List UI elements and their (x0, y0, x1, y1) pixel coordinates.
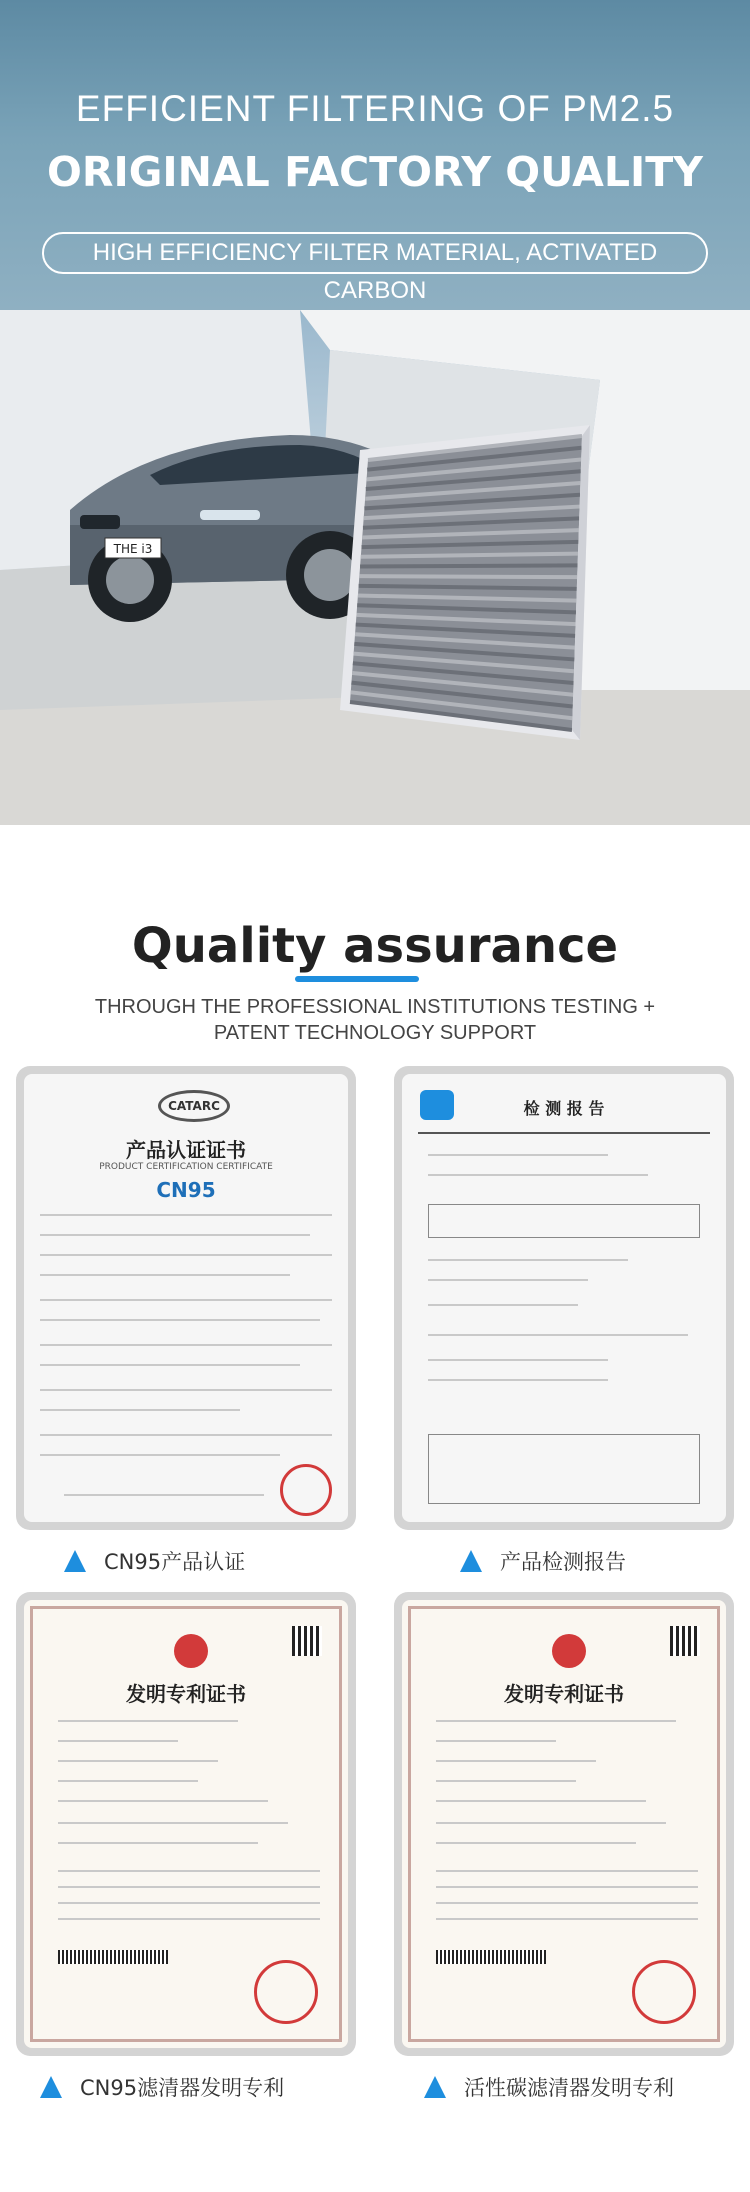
report-table-2 (428, 1434, 700, 1504)
quality-title-underline (295, 976, 419, 982)
cert-card-patent-carbon (394, 1592, 734, 2056)
cnipa-emblem (174, 1634, 208, 1668)
quality-subtitle-line2: PATENT TECHNOLOGY SUPPORT (213, 1022, 537, 1044)
cert-document (24, 1074, 348, 1522)
quality-subtitle (0, 994, 750, 1046)
cert-card-cn95 (16, 1066, 356, 1530)
product-scene (0, 310, 750, 825)
filter-pleat (360, 565, 578, 566)
product-scene-illustration (0, 310, 750, 825)
blue-triangle-icon (40, 2076, 62, 2098)
cert-caption-report: 产品检测报告 (460, 1546, 626, 1576)
cnipa-emblem (552, 1634, 586, 1668)
patent-document (402, 1600, 726, 2048)
cert-card-patent-cn95 (16, 1592, 356, 2056)
patent-doc-title: 发明专利证书 (504, 1682, 624, 1706)
qr-code-icon (670, 1626, 700, 1656)
cert-caption-patent-carbon: 活性碳滤清器发明专利 (424, 2072, 674, 2102)
car-plate-text: THE i3 (113, 542, 153, 556)
hero-banner (0, 0, 750, 310)
report-doc-title: 检 测 报 告 (523, 1099, 605, 1118)
patent-doc-title: 发明专利证书 (126, 1682, 246, 1706)
cert-caption-patent-cn95: CN95滤清器发明专利 (40, 2072, 284, 2102)
blue-triangle-icon (460, 1550, 482, 1572)
cert-card-report (394, 1066, 734, 1530)
red-seal-stamp (254, 1960, 318, 2024)
red-seal-stamp (280, 1464, 332, 1516)
cert-doc-subtitle: PRODUCT CERTIFICATION CERTIFICATE (99, 1162, 273, 1172)
qr-code-icon (292, 1626, 322, 1656)
barcode-icon (436, 1950, 546, 1964)
blue-triangle-icon (424, 2076, 446, 2098)
hero-title: ORIGINAL FACTORY QUALITY (47, 148, 703, 196)
catarc-logo: CATARC (158, 1090, 230, 1122)
filter-pleat (359, 576, 577, 577)
barcode-icon (58, 1950, 168, 1964)
cert-code: CN95 (156, 1178, 216, 1202)
hero-feature-pill: HIGH EFFICIENCY FILTER MATERIAL, ACTIVATED CARBON (42, 232, 708, 274)
cert-doc-title: 产品认证证书 (126, 1138, 246, 1162)
hero-headline: EFFICIENT FILTERING OF PM2.5 (75, 88, 675, 129)
cabin-filter (340, 425, 590, 740)
quality-title: Quality assurance (131, 918, 619, 974)
red-seal-stamp (632, 1960, 696, 2024)
blue-triangle-icon (64, 1550, 86, 1572)
report-document (402, 1074, 726, 1522)
cert-caption-cn95: CN95产品认证 (64, 1546, 245, 1576)
patent-document (24, 1600, 348, 2048)
quality-subtitle-line1: THROUGH THE PROFESSIONAL INSTITUTIONS TESTING + (94, 996, 656, 1018)
report-table-1 (428, 1204, 700, 1238)
